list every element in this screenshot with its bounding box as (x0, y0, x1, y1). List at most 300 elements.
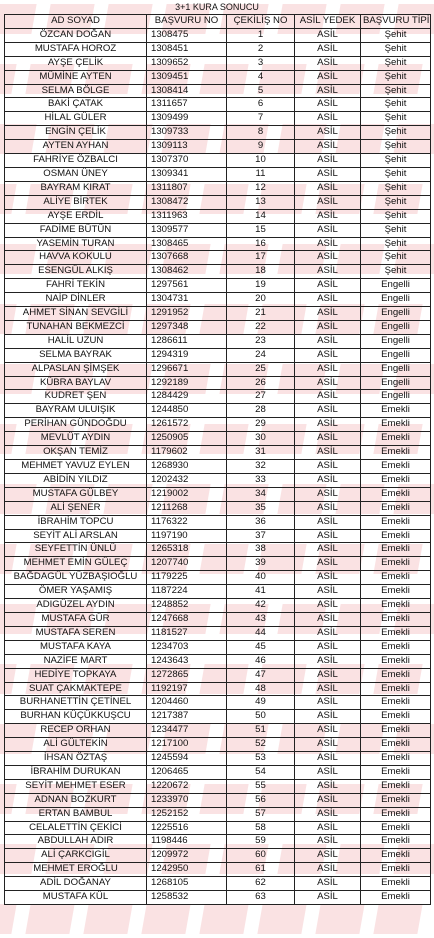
cell-application-type: Şehit (361, 70, 431, 84)
cell-draw-no: 19 (227, 279, 295, 293)
lottery-results-table (4, 14, 431, 905)
cell-application-type: Emekli (361, 779, 431, 793)
cell-application-no: 1225516 (147, 821, 227, 835)
watermark-block (373, 904, 422, 934)
cell-draw-no: 4 (227, 70, 295, 84)
cell-principal-reserve: ASİL (295, 640, 361, 654)
cell-application-no: 1243643 (147, 654, 227, 668)
cell-application-no: 1286611 (147, 334, 227, 348)
cell-principal-reserve: ASİL (295, 501, 361, 515)
cell-draw-no: 5 (227, 84, 295, 98)
cell-application-type: Şehit (361, 42, 431, 56)
cell-name: FAHRİ TEKİN (5, 279, 147, 293)
cell-application-type: Şehit (361, 28, 431, 42)
cell-draw-no: 23 (227, 334, 295, 348)
cell-draw-no: 60 (227, 849, 295, 863)
cell-application-type: Emekli (361, 473, 431, 487)
cell-draw-no: 53 (227, 752, 295, 766)
cell-application-type: Emekli (361, 543, 431, 557)
cell-application-type: Engelli (361, 279, 431, 293)
cell-principal-reserve: ASİL (295, 84, 361, 98)
cell-application-no: 1209972 (147, 849, 227, 863)
watermark-block (199, 904, 248, 934)
cell-name: ALİ GÜLTEKİN (5, 738, 147, 752)
cell-application-no: 1309113 (147, 140, 227, 154)
table-row (5, 612, 431, 626)
cell-draw-no: 27 (227, 390, 295, 404)
cell-draw-no: 25 (227, 362, 295, 376)
cell-draw-no: 46 (227, 654, 295, 668)
cell-application-type: Şehit (361, 126, 431, 140)
table-row (5, 863, 431, 877)
table-row (5, 98, 431, 112)
cell-principal-reserve: ASİL (295, 181, 361, 195)
cell-name: ESENGÜL ALKIŞ (5, 265, 147, 279)
cell-name: FAHRİYE ÖZBALCI (5, 154, 147, 168)
cell-name: CELALETTİN ÇEKİCİ (5, 821, 147, 835)
cell-application-no: 1202432 (147, 473, 227, 487)
cell-application-no: 1219002 (147, 487, 227, 501)
cell-application-no: 1187224 (147, 585, 227, 599)
cell-draw-no: 18 (227, 265, 295, 279)
cell-draw-no: 14 (227, 209, 295, 223)
cell-name: MEHMET EMİN GÜLEÇ (5, 557, 147, 571)
cell-application-no: 1284429 (147, 390, 227, 404)
cell-application-no: 1197190 (147, 529, 227, 543)
cell-principal-reserve: ASİL (295, 877, 361, 891)
cell-draw-no: 51 (227, 724, 295, 738)
cell-draw-no: 12 (227, 181, 295, 195)
cell-name: ERTAN BAMBUL (5, 807, 147, 821)
table-row (5, 265, 431, 279)
cell-draw-no: 48 (227, 682, 295, 696)
cell-application-no: 1311807 (147, 181, 227, 195)
cell-application-no: 1176322 (147, 515, 227, 529)
cell-application-no: 1233970 (147, 793, 227, 807)
cell-principal-reserve: ASİL (295, 293, 361, 307)
cell-application-no: 1179225 (147, 571, 227, 585)
cell-principal-reserve: ASİL (295, 237, 361, 251)
watermark-block (83, 904, 132, 934)
table-row (5, 251, 431, 265)
table-row (5, 404, 431, 418)
cell-principal-reserve: ASİL (295, 515, 361, 529)
table-row (5, 682, 431, 696)
cell-application-type: Şehit (361, 209, 431, 223)
cell-application-type: Emekli (361, 835, 431, 849)
cell-application-no: 1308465 (147, 237, 227, 251)
cell-application-type: Emekli (361, 501, 431, 515)
cell-principal-reserve: ASİL (295, 668, 361, 682)
cell-application-type: Engelli (361, 320, 431, 334)
table-row (5, 738, 431, 752)
table-row (5, 320, 431, 334)
cell-principal-reserve: ASİL (295, 710, 361, 724)
cell-draw-no: 50 (227, 710, 295, 724)
cell-principal-reserve: ASİL (295, 585, 361, 599)
cell-name: AYŞE ERDİL (5, 209, 147, 223)
cell-draw-no: 59 (227, 835, 295, 849)
table-row (5, 140, 431, 154)
table-row (5, 571, 431, 585)
table-row (5, 654, 431, 668)
cell-application-type: Emekli (361, 487, 431, 501)
cell-name: SEYİT ALİ ARSLAN (5, 529, 147, 543)
cell-application-type: Emekli (361, 738, 431, 752)
cell-draw-no: 30 (227, 432, 295, 446)
table-row (5, 877, 431, 891)
table-row (5, 779, 431, 793)
cell-application-type: Emekli (361, 863, 431, 877)
table-row (5, 891, 431, 905)
cell-name: ADİL DOĞANAY (5, 877, 147, 891)
cell-name: ÖMER YAŞAMIŞ (5, 585, 147, 599)
cell-name: HİLAL GÜLER (5, 112, 147, 126)
cell-name: MEHMET YAVUZ EYLEN (5, 460, 147, 474)
cell-name: HALİL UZUN (5, 334, 147, 348)
cell-application-type: Emekli (361, 877, 431, 891)
cell-application-type: Emekli (361, 404, 431, 418)
cell-principal-reserve: ASİL (295, 738, 361, 752)
cell-application-no: 1309577 (147, 223, 227, 237)
cell-name: MEVLÜT AYDIN (5, 432, 147, 446)
cell-name: BURHAN KÜÇÜKKUŞCU (5, 710, 147, 724)
cell-application-type: Emekli (361, 529, 431, 543)
cell-application-type: Engelli (361, 293, 431, 307)
cell-draw-no: 56 (227, 793, 295, 807)
cell-application-no: 1245594 (147, 752, 227, 766)
cell-draw-no: 37 (227, 529, 295, 543)
table-row (5, 362, 431, 376)
table-row (5, 126, 431, 140)
cell-principal-reserve: ASİL (295, 376, 361, 390)
cell-name: MUSTAFA GÜLBEY (5, 487, 147, 501)
header-application-no: BAŞVURU NO (147, 15, 227, 29)
cell-application-type: Emekli (361, 432, 431, 446)
cell-application-type: Şehit (361, 56, 431, 70)
cell-application-no: 1204460 (147, 696, 227, 710)
cell-principal-reserve: ASİL (295, 307, 361, 321)
cell-name: TUNAHAN BEKMEZCİ (5, 320, 147, 334)
cell-application-type: Emekli (361, 654, 431, 668)
cell-name: NAİP DİNLER (5, 293, 147, 307)
table-row (5, 515, 431, 529)
cell-name: RECEP ORHAN (5, 724, 147, 738)
cell-application-no: 1309652 (147, 56, 227, 70)
cell-draw-no: 21 (227, 307, 295, 321)
cell-principal-reserve: ASİL (295, 626, 361, 640)
cell-name: BAKİ ÇATAK (5, 98, 147, 112)
cell-application-type: Emekli (361, 821, 431, 835)
table-row (5, 752, 431, 766)
cell-application-no: 1308451 (147, 42, 227, 56)
cell-name: MUSTAFA KÜL (5, 891, 147, 905)
cell-application-type: Emekli (361, 807, 431, 821)
cell-draw-no: 11 (227, 167, 295, 181)
cell-name: HEDİYE TOPKAYA (5, 668, 147, 682)
table-row (5, 154, 431, 168)
cell-principal-reserve: ASİL (295, 98, 361, 112)
header-row (5, 15, 431, 29)
cell-principal-reserve: ASİL (295, 487, 361, 501)
cell-application-no: 1217100 (147, 738, 227, 752)
cell-application-type: Emekli (361, 668, 431, 682)
table-row (5, 807, 431, 821)
cell-draw-no: 1 (227, 28, 295, 42)
cell-application-no: 1272865 (147, 668, 227, 682)
cell-name: ADIGÜZEL AYDIN (5, 599, 147, 613)
cell-name: ALİ ÇARKCIGİL (5, 849, 147, 863)
cell-principal-reserve: ASİL (295, 752, 361, 766)
cell-draw-no: 63 (227, 891, 295, 905)
cell-name: MUSTAFA GÜR (5, 612, 147, 626)
cell-principal-reserve: ASİL (295, 835, 361, 849)
cell-name: OSMAN ÜNEY (5, 167, 147, 181)
cell-draw-no: 3 (227, 56, 295, 70)
cell-application-no: 1296671 (147, 362, 227, 376)
cell-principal-reserve: ASİL (295, 557, 361, 571)
cell-application-no: 1244850 (147, 404, 227, 418)
cell-principal-reserve: ASİL (295, 432, 361, 446)
cell-name: MÜMİNE AYTEN (5, 70, 147, 84)
cell-application-no: 1250905 (147, 432, 227, 446)
cell-draw-no: 57 (227, 807, 295, 821)
cell-name: İHSAN ÖZTAŞ (5, 752, 147, 766)
cell-name: MEHMET EROĞLU (5, 863, 147, 877)
cell-name: ABDULLAH ADIR (5, 835, 147, 849)
cell-name: YASEMİN TURAN (5, 237, 147, 251)
cell-principal-reserve: ASİL (295, 793, 361, 807)
cell-draw-no: 34 (227, 487, 295, 501)
cell-principal-reserve: ASİL (295, 167, 361, 181)
table-row (5, 84, 431, 98)
table-row (5, 626, 431, 640)
cell-name: ABİDİN YILDIZ (5, 473, 147, 487)
cell-principal-reserve: ASİL (295, 209, 361, 223)
cell-application-type: Emekli (361, 571, 431, 585)
cell-name: BAYRAM KIRAT (5, 181, 147, 195)
cell-application-type: Emekli (361, 515, 431, 529)
cell-principal-reserve: ASİL (295, 418, 361, 432)
table-row (5, 710, 431, 724)
cell-draw-no: 39 (227, 557, 295, 571)
cell-principal-reserve: ASİL (295, 682, 361, 696)
cell-draw-no: 17 (227, 251, 295, 265)
cell-name: AHMET SİNAN SEVGİLİ (5, 307, 147, 321)
cell-principal-reserve: ASİL (295, 154, 361, 168)
cell-principal-reserve: ASİL (295, 473, 361, 487)
cell-name: SUAT ÇAKMAKTEPE (5, 682, 147, 696)
cell-draw-no: 35 (227, 501, 295, 515)
cell-application-no: 1268930 (147, 460, 227, 474)
table-row (5, 195, 431, 209)
cell-application-no: 1311963 (147, 209, 227, 223)
cell-application-type: Engelli (361, 348, 431, 362)
cell-application-type: Şehit (361, 98, 431, 112)
cell-draw-no: 26 (227, 376, 295, 390)
table-row (5, 418, 431, 432)
cell-application-no: 1308472 (147, 195, 227, 209)
cell-application-type: Şehit (361, 237, 431, 251)
cell-application-no: 1309451 (147, 70, 227, 84)
cell-draw-no: 31 (227, 446, 295, 460)
cell-application-no: 1297561 (147, 279, 227, 293)
cell-name: AYTEN AYHAN (5, 140, 147, 154)
cell-principal-reserve: ASİL (295, 821, 361, 835)
cell-application-type: Emekli (361, 793, 431, 807)
table-row (5, 501, 431, 515)
cell-draw-no: 58 (227, 821, 295, 835)
cell-application-type: Emekli (361, 446, 431, 460)
cell-principal-reserve: ASİL (295, 195, 361, 209)
cell-draw-no: 7 (227, 112, 295, 126)
cell-principal-reserve: ASİL (295, 529, 361, 543)
cell-draw-no: 10 (227, 154, 295, 168)
cell-draw-no: 42 (227, 599, 295, 613)
cell-application-no: 1217387 (147, 710, 227, 724)
cell-name: SELMA BÖLGE (5, 84, 147, 98)
cell-application-type: Engelli (361, 334, 431, 348)
cell-application-no: 1309733 (147, 126, 227, 140)
table-row (5, 209, 431, 223)
cell-application-no: 1252152 (147, 807, 227, 821)
cell-name: İBRAHİM TOPCU (5, 515, 147, 529)
cell-principal-reserve: ASİL (295, 28, 361, 42)
table-row (5, 835, 431, 849)
table-row (5, 599, 431, 613)
cell-application-no: 1258532 (147, 891, 227, 905)
cell-draw-no: 28 (227, 404, 295, 418)
table-row (5, 390, 431, 404)
cell-application-type: Emekli (361, 696, 431, 710)
cell-application-no: 1268105 (147, 877, 227, 891)
cell-principal-reserve: ASİL (295, 404, 361, 418)
cell-application-type: Emekli (361, 626, 431, 640)
cell-principal-reserve: ASİL (295, 891, 361, 905)
cell-principal-reserve: ASİL (295, 571, 361, 585)
cell-principal-reserve: ASİL (295, 599, 361, 613)
table-row (5, 279, 431, 293)
watermark-block (0, 904, 17, 934)
watermark-block (25, 904, 74, 934)
cell-draw-no: 33 (227, 473, 295, 487)
cell-application-type: Engelli (361, 390, 431, 404)
cell-application-no: 1179602 (147, 446, 227, 460)
cell-application-type: Şehit (361, 167, 431, 181)
table-row (5, 42, 431, 56)
cell-draw-no: 55 (227, 779, 295, 793)
table-row (5, 223, 431, 237)
cell-draw-no: 49 (227, 696, 295, 710)
cell-name: BAYRAM ULUIŞIK (5, 404, 147, 418)
cell-principal-reserve: ASİL (295, 654, 361, 668)
cell-principal-reserve: ASİL (295, 460, 361, 474)
table-row (5, 849, 431, 863)
cell-application-type: Şehit (361, 112, 431, 126)
cell-application-no: 1297348 (147, 320, 227, 334)
watermark-block (315, 904, 364, 934)
cell-application-type: Emekli (361, 682, 431, 696)
cell-principal-reserve: ASİL (295, 849, 361, 863)
cell-principal-reserve: ASİL (295, 543, 361, 557)
cell-draw-no: 2 (227, 42, 295, 56)
cell-name: SEYİT MEHMET ESER (5, 779, 147, 793)
cell-application-no: 1292189 (147, 376, 227, 390)
cell-application-no: 1211268 (147, 501, 227, 515)
cell-application-type: Şehit (361, 84, 431, 98)
table-row (5, 668, 431, 682)
cell-draw-no: 45 (227, 640, 295, 654)
cell-principal-reserve: ASİL (295, 807, 361, 821)
table-row (5, 56, 431, 70)
cell-name: ÖZCAN DOĞAN (5, 28, 147, 42)
cell-draw-no: 22 (227, 320, 295, 334)
cell-application-type: Emekli (361, 585, 431, 599)
cell-application-type: Engelli (361, 376, 431, 390)
watermark-block (257, 904, 306, 934)
cell-application-no: 1307668 (147, 251, 227, 265)
cell-principal-reserve: ASİL (295, 612, 361, 626)
cell-principal-reserve: ASİL (295, 334, 361, 348)
table-row (5, 543, 431, 557)
cell-application-no: 1291952 (147, 307, 227, 321)
cell-principal-reserve: ASİL (295, 724, 361, 738)
header-draw-no: ÇEKİLİŞ NO (227, 15, 295, 29)
cell-draw-no: 40 (227, 571, 295, 585)
cell-application-no: 1181527 (147, 626, 227, 640)
cell-draw-no: 16 (227, 237, 295, 251)
cell-name: MUSTAFA KAYA (5, 640, 147, 654)
cell-application-no: 1304731 (147, 293, 227, 307)
header-application-type: BAŞVURU TİPİ (361, 15, 431, 29)
table-row (5, 557, 431, 571)
cell-draw-no: 47 (227, 668, 295, 682)
cell-principal-reserve: ASİL (295, 42, 361, 56)
sheet-title: 3+1 KURA SONUCU (175, 2, 259, 12)
cell-draw-no: 38 (227, 543, 295, 557)
table-row (5, 237, 431, 251)
table-row (5, 696, 431, 710)
cell-application-no: 1307370 (147, 154, 227, 168)
cell-application-type: Emekli (361, 612, 431, 626)
cell-application-type: Şehit (361, 154, 431, 168)
table-row (5, 529, 431, 543)
cell-principal-reserve: ASİL (295, 779, 361, 793)
cell-application-type: Şehit (361, 181, 431, 195)
cell-draw-no: 52 (227, 738, 295, 752)
cell-name: KÜBRA BAYLAV (5, 376, 147, 390)
cell-application-type: Emekli (361, 557, 431, 571)
cell-principal-reserve: ASİL (295, 863, 361, 877)
cell-name: PERİHAN GÜNDOĞDU (5, 418, 147, 432)
table-row (5, 334, 431, 348)
cell-application-type: Emekli (361, 460, 431, 474)
cell-principal-reserve: ASİL (295, 362, 361, 376)
cell-draw-no: 9 (227, 140, 295, 154)
cell-name: OKŞAN TEMİZ (5, 446, 147, 460)
cell-principal-reserve: ASİL (295, 390, 361, 404)
cell-application-no: 1261572 (147, 418, 227, 432)
cell-application-no: 1309499 (147, 112, 227, 126)
cell-name: HAVVA KOKULU (5, 251, 147, 265)
cell-application-no: 1247668 (147, 612, 227, 626)
cell-principal-reserve: ASİL (295, 279, 361, 293)
cell-name: AYŞE ÇELİK (5, 56, 147, 70)
cell-application-type: Şehit (361, 251, 431, 265)
header-name: AD SOYAD (5, 15, 147, 29)
cell-application-type: Emekli (361, 752, 431, 766)
cell-draw-no: 36 (227, 515, 295, 529)
